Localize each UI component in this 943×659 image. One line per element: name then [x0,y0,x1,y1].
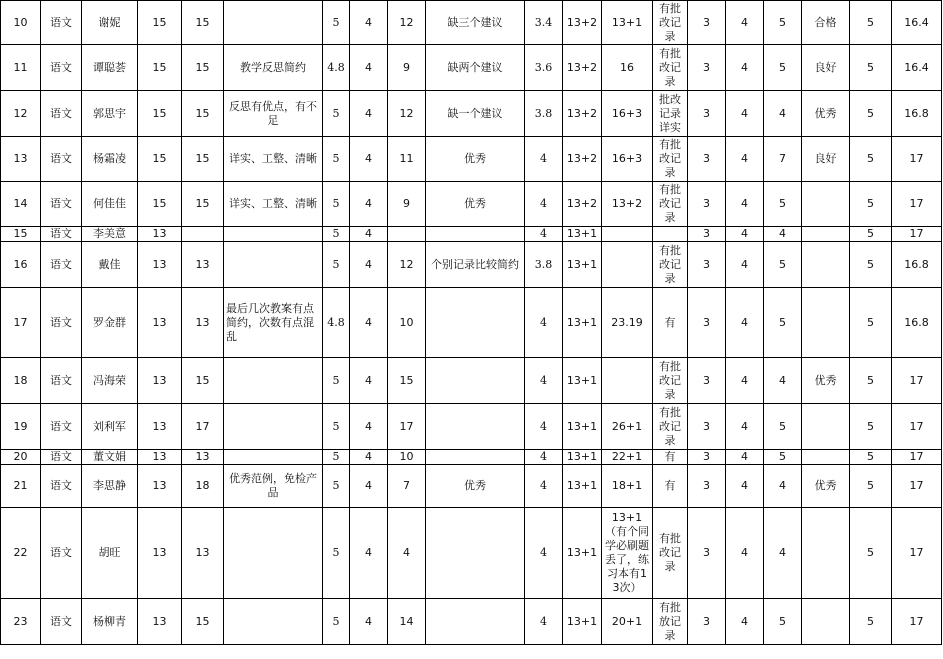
teacher-name-cell: 刘利军 [82,404,138,450]
table-row [1,91,942,137]
lesson-plans-submitted-cell: 15 [182,45,224,91]
lesson-plan-comment-cell: 最后几次教案有点简约，次数有点混乱 [224,288,323,358]
homework-corrected-cell: 26+1 [602,404,653,450]
lesson-plans-submitted-cell: 15 [182,182,224,227]
row-number-cell: 17 [1,288,41,358]
lesson-plan-score-cell: 5 [323,465,350,508]
rating-cell: 良好 [802,137,850,182]
teacher-name-cell: 郭思宇 [82,91,138,137]
table-row [1,465,942,508]
lesson-plan-score-cell: 4.8 [323,45,350,91]
row-number-cell: 19 [1,404,41,450]
rating-cell: 优秀 [802,465,850,508]
total-score-cell: 17 [892,358,942,404]
lesson-plan-score-cell: 5 [323,358,350,404]
reflections-count-cell: 11 [388,137,426,182]
score-b-cell: 4 [726,182,764,227]
score-c-cell: 7 [764,137,802,182]
lesson-plan-score-cell: 5 [323,227,350,242]
score-d-cell: 5 [850,227,892,242]
teacher-name-cell: 何佳佳 [82,182,138,227]
correction-record-cell: 有批改记录 [653,508,688,599]
lesson-plan-comment-cell: 优秀范例，免检产品 [224,465,323,508]
score-a-cell: 3 [688,599,726,645]
teacher-name-cell: 罗金群 [82,288,138,358]
lesson-plan-base-cell: 4 [350,1,388,45]
lesson-plans-submitted-cell: 13 [182,450,224,465]
lesson-plans-required-cell: 15 [138,1,182,45]
subject-cell: 语文 [41,465,82,508]
score-b-cell: 4 [726,599,764,645]
lesson-plan-comment-cell [224,599,323,645]
lesson-plan-base-cell: 4 [350,242,388,288]
table-row [1,182,942,227]
score-c-cell: 5 [764,288,802,358]
reflections-count-cell: 12 [388,1,426,45]
reflections-count-cell: 14 [388,599,426,645]
lesson-plan-score-cell: 5 [323,91,350,137]
score-d-cell: 5 [850,45,892,91]
row-number-cell: 12 [1,91,41,137]
lesson-plan-base-cell: 4 [350,358,388,404]
homework-assigned-cell: 13+2 [563,91,602,137]
homework-corrected-cell [602,227,653,242]
lesson-plan-base-cell: 4 [350,227,388,242]
teacher-name-cell: 杨柳青 [82,599,138,645]
lesson-plans-required-cell: 13 [138,599,182,645]
homework-assigned-cell: 13+1 [563,450,602,465]
lesson-plans-required-cell: 13 [138,508,182,599]
reflection-comment-cell: 缺两个建议 [426,45,525,91]
score-d-cell: 5 [850,288,892,358]
lesson-plan-score-cell: 5 [323,242,350,288]
lesson-plan-score-cell: 5 [323,404,350,450]
subject-cell: 语文 [41,91,82,137]
lesson-plans-required-cell: 13 [138,242,182,288]
score-b-cell: 4 [726,508,764,599]
lesson-plans-submitted-cell: 18 [182,465,224,508]
lesson-plan-score-cell: 4.8 [323,288,350,358]
reflection-score-cell: 3.4 [525,1,563,45]
score-b-cell: 4 [726,91,764,137]
score-a-cell: 3 [688,242,726,288]
rating-cell [802,450,850,465]
reflection-score-cell: 3.6 [525,45,563,91]
teacher-name-cell: 胡旺 [82,508,138,599]
row-number-cell: 14 [1,182,41,227]
reflection-comment-cell [426,450,525,465]
row-number-cell: 15 [1,227,41,242]
homework-assigned-cell: 13+1 [563,508,602,599]
teacher-name-cell: 董文娟 [82,450,138,465]
rating-cell: 合格 [802,1,850,45]
total-score-cell: 16.8 [892,288,942,358]
lesson-plan-base-cell: 4 [350,182,388,227]
total-score-cell: 17 [892,599,942,645]
table-row [1,227,942,242]
lesson-plan-comment-cell: 详实、工整、清晰 [224,137,323,182]
subject-cell: 语文 [41,508,82,599]
score-a-cell: 3 [688,1,726,45]
table-row [1,599,942,645]
homework-corrected-cell [602,358,653,404]
lesson-plans-required-cell: 15 [138,45,182,91]
score-c-cell: 5 [764,242,802,288]
row-number-cell: 11 [1,45,41,91]
subject-cell: 语文 [41,182,82,227]
rating-cell [802,288,850,358]
correction-record-cell: 有批改记录 [653,1,688,45]
lesson-plan-score-cell: 5 [323,137,350,182]
score-b-cell: 4 [726,227,764,242]
reflection-comment-cell: 缺一个建议 [426,91,525,137]
reflections-count-cell: 4 [388,508,426,599]
score-d-cell: 5 [850,599,892,645]
table-row [1,508,942,599]
teacher-name-cell: 谢妮 [82,1,138,45]
total-score-cell: 16.4 [892,45,942,91]
correction-record-cell: 有批改记录 [653,137,688,182]
lesson-plans-submitted-cell: 15 [182,1,224,45]
score-a-cell: 3 [688,508,726,599]
table-row [1,1,942,45]
lesson-plans-submitted-cell [182,227,224,242]
score-c-cell: 4 [764,508,802,599]
reflection-score-cell: 4 [525,465,563,508]
correction-record-cell: 有 [653,465,688,508]
score-b-cell: 4 [726,137,764,182]
lesson-plan-base-cell: 4 [350,137,388,182]
homework-assigned-cell: 13+2 [563,182,602,227]
lesson-plan-comment-cell [224,227,323,242]
homework-assigned-cell: 13+1 [563,288,602,358]
table-body [1,1,942,645]
score-c-cell: 5 [764,45,802,91]
row-number-cell: 22 [1,508,41,599]
reflection-comment-cell [426,227,525,242]
table-row [1,358,942,404]
row-number-cell: 18 [1,358,41,404]
reflection-score-cell: 4 [525,137,563,182]
rating-cell: 优秀 [802,358,850,404]
rating-cell [802,227,850,242]
table-row [1,404,942,450]
lesson-plan-score-cell: 5 [323,508,350,599]
teacher-name-cell: 谭聪荟 [82,45,138,91]
total-score-cell: 16.4 [892,1,942,45]
lesson-plans-required-cell: 15 [138,91,182,137]
homework-corrected-cell [602,242,653,288]
total-score-cell: 16.8 [892,242,942,288]
homework-corrected-cell: 13+2 [602,182,653,227]
reflection-score-cell: 4 [525,358,563,404]
homework-corrected-cell: 20+1 [602,599,653,645]
lesson-plan-comment-cell [224,1,323,45]
reflection-score-cell: 4 [525,599,563,645]
subject-cell: 语文 [41,242,82,288]
total-score-cell: 17 [892,450,942,465]
lesson-plans-submitted-cell: 13 [182,288,224,358]
reflections-count-cell: 17 [388,404,426,450]
homework-assigned-cell: 13+2 [563,1,602,45]
lesson-plan-score-cell: 5 [323,450,350,465]
reflections-count-cell: 10 [388,450,426,465]
correction-record-cell: 有批改记录 [653,242,688,288]
lesson-plan-base-cell: 4 [350,91,388,137]
score-b-cell: 4 [726,1,764,45]
score-d-cell: 5 [850,137,892,182]
reflection-score-cell: 3.8 [525,91,563,137]
reflection-comment-cell [426,599,525,645]
lesson-plan-comment-cell [224,508,323,599]
reflection-comment-cell [426,288,525,358]
reflection-comment-cell: 优秀 [426,137,525,182]
lesson-plan-comment-cell [224,404,323,450]
homework-corrected-cell: 13+1 [602,1,653,45]
score-a-cell: 3 [688,45,726,91]
lesson-plans-required-cell: 13 [138,288,182,358]
lesson-plans-submitted-cell: 15 [182,137,224,182]
row-number-cell: 20 [1,450,41,465]
reflection-score-cell: 4 [525,288,563,358]
rating-cell: 良好 [802,45,850,91]
subject-cell: 语文 [41,288,82,358]
row-number-cell: 23 [1,599,41,645]
subject-cell: 语文 [41,1,82,45]
rating-cell [802,404,850,450]
score-d-cell: 5 [850,182,892,227]
total-score-cell: 17 [892,508,942,599]
score-a-cell: 3 [688,137,726,182]
score-c-cell: 5 [764,182,802,227]
score-b-cell: 4 [726,358,764,404]
reflection-comment-cell: 优秀 [426,182,525,227]
teacher-name-cell: 冯海荣 [82,358,138,404]
lesson-plans-submitted-cell: 13 [182,242,224,288]
score-c-cell: 4 [764,227,802,242]
lesson-plans-required-cell: 15 [138,137,182,182]
row-number-cell: 16 [1,242,41,288]
total-score-cell: 17 [892,465,942,508]
correction-record-cell: 有批改记录 [653,182,688,227]
subject-cell: 语文 [41,227,82,242]
reflections-count-cell [388,227,426,242]
teacher-name-cell: 杨霜凌 [82,137,138,182]
homework-corrected-cell: 16+3 [602,137,653,182]
score-a-cell: 3 [688,288,726,358]
score-b-cell: 4 [726,465,764,508]
score-d-cell: 5 [850,404,892,450]
score-b-cell: 4 [726,45,764,91]
lesson-plans-required-cell: 13 [138,358,182,404]
rating-cell [802,242,850,288]
score-a-cell: 3 [688,450,726,465]
table-row [1,45,942,91]
reflection-comment-cell: 优秀 [426,465,525,508]
lesson-plan-base-cell: 4 [350,465,388,508]
score-d-cell: 5 [850,91,892,137]
homework-assigned-cell: 13+1 [563,242,602,288]
score-d-cell: 5 [850,450,892,465]
total-score-cell: 17 [892,227,942,242]
score-d-cell: 5 [850,242,892,288]
lesson-plans-submitted-cell: 15 [182,599,224,645]
rating-cell [802,182,850,227]
homework-assigned-cell: 13+1 [563,465,602,508]
reflections-count-cell: 12 [388,91,426,137]
reflection-score-cell: 4 [525,404,563,450]
total-score-cell: 17 [892,182,942,227]
homework-assigned-cell: 13+2 [563,137,602,182]
rating-cell [802,508,850,599]
correction-record-cell: 有批改记录 [653,45,688,91]
homework-assigned-cell: 13+2 [563,45,602,91]
lesson-plan-base-cell: 4 [350,45,388,91]
reflection-score-cell: 4 [525,450,563,465]
score-c-cell: 5 [764,450,802,465]
rating-cell [802,599,850,645]
lesson-plan-base-cell: 4 [350,450,388,465]
reflections-count-cell: 7 [388,465,426,508]
lesson-plan-comment-cell: 教学反思简约 [224,45,323,91]
homework-corrected-cell: 23.19 [602,288,653,358]
score-a-cell: 3 [688,91,726,137]
total-score-cell: 16.8 [892,91,942,137]
homework-assigned-cell: 13+1 [563,227,602,242]
homework-assigned-cell: 13+1 [563,358,602,404]
homework-corrected-cell: 16 [602,45,653,91]
subject-cell: 语文 [41,358,82,404]
correction-record-cell: 有 [653,288,688,358]
lesson-plan-base-cell: 4 [350,508,388,599]
subject-cell: 语文 [41,404,82,450]
reflection-score-cell: 4 [525,182,563,227]
subject-cell: 语文 [41,137,82,182]
total-score-cell: 17 [892,404,942,450]
table-row [1,137,942,182]
score-c-cell: 5 [764,599,802,645]
score-d-cell: 5 [850,465,892,508]
lesson-plan-base-cell: 4 [350,288,388,358]
score-d-cell: 5 [850,1,892,45]
homework-corrected-cell: 18+1 [602,465,653,508]
row-number-cell: 10 [1,1,41,45]
lesson-plan-base-cell: 4 [350,599,388,645]
lesson-plan-comment-cell [224,450,323,465]
lesson-plans-required-cell: 13 [138,465,182,508]
lesson-plan-score-cell: 5 [323,599,350,645]
reflection-comment-cell [426,508,525,599]
correction-record-cell: 有批改记录 [653,358,688,404]
score-c-cell: 4 [764,358,802,404]
teacher-name-cell: 李思静 [82,465,138,508]
lesson-plans-submitted-cell: 15 [182,358,224,404]
subject-cell: 语文 [41,45,82,91]
homework-assigned-cell: 13+1 [563,404,602,450]
score-b-cell: 4 [726,242,764,288]
lesson-plan-comment-cell [224,358,323,404]
score-c-cell: 4 [764,465,802,508]
score-c-cell: 5 [764,1,802,45]
lesson-plans-required-cell: 13 [138,404,182,450]
lesson-plans-submitted-cell: 15 [182,91,224,137]
reflection-score-cell: 4 [525,508,563,599]
table-row [1,242,942,288]
lesson-plan-base-cell: 4 [350,404,388,450]
lesson-plans-required-cell: 13 [138,450,182,465]
lesson-plan-score-cell: 5 [323,182,350,227]
subject-cell: 语文 [41,599,82,645]
score-a-cell: 3 [688,182,726,227]
correction-record-cell [653,227,688,242]
score-d-cell: 5 [850,358,892,404]
lesson-plan-comment-cell: 反思有优点，有不足 [224,91,323,137]
score-b-cell: 4 [726,288,764,358]
correction-record-cell: 有 [653,450,688,465]
total-score-cell: 17 [892,137,942,182]
rating-cell: 优秀 [802,91,850,137]
reflections-count-cell: 12 [388,242,426,288]
reflection-comment-cell [426,404,525,450]
correction-record-cell: 有批放记录 [653,599,688,645]
reflection-score-cell: 4 [525,227,563,242]
reflection-score-cell: 3.8 [525,242,563,288]
score-a-cell: 3 [688,404,726,450]
row-number-cell: 21 [1,465,41,508]
correction-record-cell: 有批改记录 [653,404,688,450]
homework-corrected-cell: 16+3 [602,91,653,137]
score-a-cell: 3 [688,465,726,508]
reflections-count-cell: 9 [388,182,426,227]
reflections-count-cell: 9 [388,45,426,91]
score-a-cell: 3 [688,358,726,404]
reflection-comment-cell [426,358,525,404]
lesson-plan-score-cell: 5 [323,1,350,45]
subject-cell: 语文 [41,450,82,465]
homework-corrected-cell: 13+1（有个同学必刷题丢了，练习本有13次） [602,508,653,599]
homework-corrected-cell: 22+1 [602,450,653,465]
score-a-cell: 3 [688,227,726,242]
teacher-name-cell: 李美意 [82,227,138,242]
lesson-plan-comment-cell [224,242,323,288]
reflection-comment-cell: 缺三个建议 [426,1,525,45]
row-number-cell: 13 [1,137,41,182]
score-c-cell: 5 [764,404,802,450]
reflections-count-cell: 10 [388,288,426,358]
lesson-plans-required-cell: 13 [138,227,182,242]
reflection-comment-cell: 个别记录比较简约 [426,242,525,288]
table-row [1,450,942,465]
table-row [1,288,942,358]
homework-assigned-cell: 13+1 [563,599,602,645]
score-b-cell: 4 [726,404,764,450]
score-c-cell: 4 [764,91,802,137]
score-d-cell: 5 [850,508,892,599]
teacher-name-cell: 戴佳 [82,242,138,288]
score-b-cell: 4 [726,450,764,465]
correction-record-cell: 批改记录详实 [653,91,688,137]
reflections-count-cell: 15 [388,358,426,404]
lesson-plan-comment-cell: 详实、工整、清晰 [224,182,323,227]
lesson-plans-submitted-cell: 13 [182,508,224,599]
lesson-plans-submitted-cell: 17 [182,404,224,450]
lesson-plans-required-cell: 15 [138,182,182,227]
